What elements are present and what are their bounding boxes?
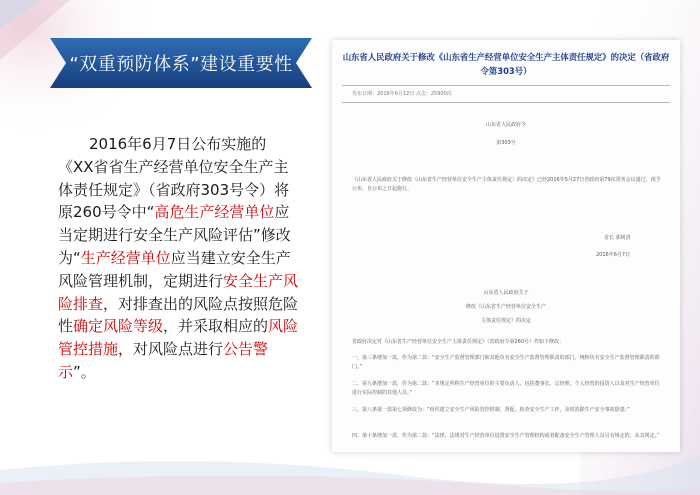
document-meta: 发布日期：2016年6月12日 点击：25900次 [352, 91, 452, 97]
document-signature-date: 2016年6月7日 [596, 252, 631, 258]
divider [342, 85, 670, 86]
document-title-line-1: 山东省人民政府关于修改《山东省生产经营单位安全生产主体责任规定》的决定（省政府 [342, 52, 670, 62]
title-banner [50, 38, 312, 88]
document-item-1: 一、第三条增加一款，作为第二款：“安全生产监督管理部门和其他负有安全生产监督管理职责的部门，统称负有安全生产监督管理职责的部门。” [352, 355, 660, 370]
body-mid-4: ，并采取相应的 [163, 317, 269, 336]
highlight-risk-check: 安全生产风险排查 [58, 271, 299, 313]
body-mid-5: ，对风险点进行 [118, 340, 224, 359]
highlight-warning: 公告警示 [58, 340, 269, 381]
document-order-number: 第303号 [496, 140, 516, 146]
body-mid-1: 应当定期进行安全生产风险评估”修改为“ [58, 203, 291, 267]
document-issuer: 山东省人民政府令 [485, 122, 526, 128]
document-subtitle-2: 修改《山东省生产经营单位安全生产 [465, 304, 546, 310]
highlight-high-risk-units: 高危生产经营单位 [154, 203, 275, 222]
document-title-line-2: 令第303号） [480, 66, 532, 76]
body-paragraph [58, 133, 300, 384]
body-mid-2: 应当建立安全生产风险管理机制，定期进行 [58, 248, 291, 290]
document-decree-text: 《山东省人民政府关于修改〈山东省生产经营单位安全生产主体责任规定〉的决定》已经2016年5月27日省政府第79次常务会议通过，现予公布，自公布之日起施行。 [352, 177, 661, 192]
body-end: ”。 [73, 362, 96, 381]
document-item-3: 三、第八条第一款第七项修改为：“组织建立安全生产风险管控机制，督促、检查安全生产工作，及时消除生产安全事故隐患；” [352, 407, 630, 413]
document-subtitle-1: 山东省人民政府关于 [483, 290, 529, 296]
document-title [340, 50, 672, 78]
body-intro: 2016年6月7日公布实施的《XX省省生产经营单位安全生产主体责任规定》（省政府303号令）将原260号令中“ [58, 135, 290, 222]
body-mid-3: ，对排查出的风险点按照危险性 [58, 294, 299, 336]
document-decision-intro: 省政府决定对《山东省生产经营单位安全生产主体责任规定》（省政府令第260号）作如下修改： [352, 339, 565, 345]
highlight-production-units: 生产经营单位 [80, 248, 171, 267]
document-item-2: 二、第九条增加一款，作为第二款：“本规定所称生产经营单位的主要负责人，包括董事长、总经理、个人经营的投资人以及对生产经营单位进行实际控制的其他人员。” [352, 381, 660, 396]
document-image [332, 40, 680, 452]
highlight-risk-level: 确定风险等级 [73, 317, 164, 336]
document-item-4: 四、第十条增加一款，作为第二款：“法律、法规对生产经营单位设置安全生产管理机构或者配备安全生产管理人员另有规定的，从其规定。” [352, 433, 660, 439]
document-subtitle-3: 主体责任规定》的决定 [480, 318, 531, 324]
page-title: “双重预防体系”建设重要性 [69, 54, 293, 75]
document-signature-governor: 省长 郭树清 [604, 235, 631, 241]
highlight-risk-control: 风险管控措施 [58, 317, 299, 359]
divider [342, 102, 670, 103]
